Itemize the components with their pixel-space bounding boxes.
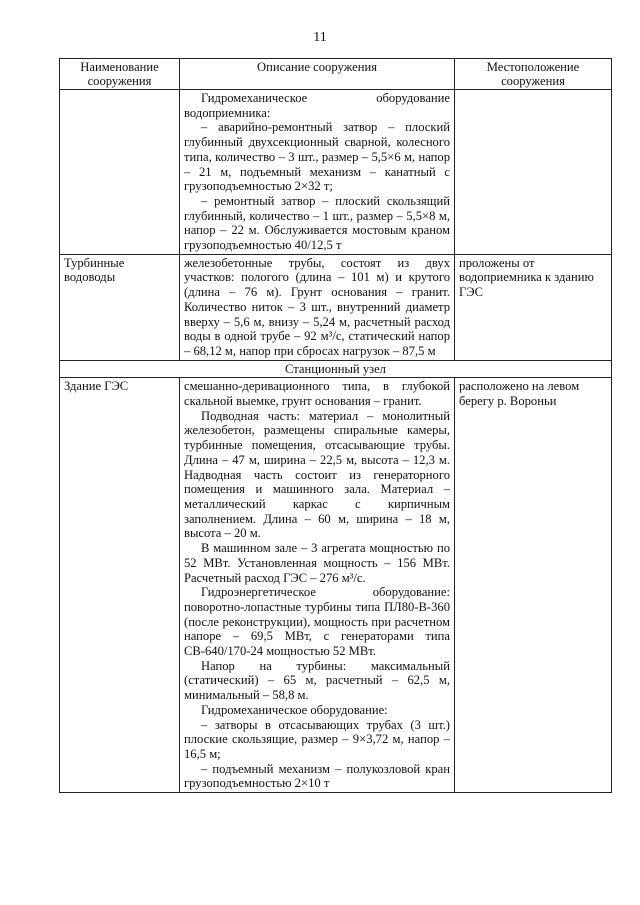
row1-description [180,90,455,255]
row2-description [180,254,455,360]
row1-paragraph: – аварийно-ремонтный затвор – плоский глубинный двухсекционный сварной, колесного типа, количество – 3 шт., размер – 5,5×6 м, напор – 21 м, подъемный механизм – канатный с грузоподъемностью 2×32 т; [184,120,450,194]
row2-location: проложены от водоприемника к зданию ГЭС [455,254,612,360]
structures-table [59,58,612,793]
row3-paragraph: В машинном зале – 3 агрегата мощностью по 52 МВт. Установленная мощность – 156 МВт. Расчетный расход ГЭС – 276 м³/с. [184,541,450,585]
row3-description [180,378,455,793]
row3-paragraph: Напор на турбины: максимальный (статический) – 65 м, расчетный – 62,5 м, минимальный – 58,8 м. [184,658,450,703]
row1-name [60,90,180,255]
table-row [60,90,612,255]
section-title: Станционный узел [60,360,612,378]
row3-paragraph: смешанно-деривационного типа, в глубокой скальной выемке, грунт основания – гранит. [184,379,450,409]
row1-location [455,90,612,255]
row3-paragraph: Гидромеханическое оборудование: [201,702,388,717]
header-name: Наименование сооружения [60,59,180,90]
table-row [60,254,612,360]
table-header-row [60,59,612,90]
row3-location: расположено на левом берегу р. Вороньи [455,378,612,793]
row3-paragraph: – подъемный механизм – полукозловой кран грузоподъемностью 2×10 т [184,761,450,791]
header-location: Местоположение сооружения [455,59,612,90]
section-row [60,360,612,378]
row3-paragraph: Подводная часть: материал – монолитный железобетон, размещены спиральные камеры, турбинные помещения, отсасывающие трубы. Длина – 47 м, ширина – 22,5 м, высота – 12,3 м. Надводная часть состоит из генераторного помещения и машинного зала. Материал – металлический каркас с кирпичным заполнением. Длина – 60 м, ширина – 18 м, высота – 20 м. [184,408,450,541]
row3-paragraph: – затворы в отсасывающих трубах (3 шт.) плоские скользящие, размер – 9×3,72 м, напор – 16,5 м; [184,717,450,761]
row1-paragraph: – ремонтный затвор – плоский скользящий глубинный, количество – 1 шт., размер – 5,5×8 м, напор – 22 м. Обслуживается мостовым краном грузоподъемностью 40/12,5 т [184,193,450,253]
row3-name: Здание ГЭС [60,378,180,793]
row3-paragraph: Гидроэнергетическое оборудование: поворотно-лопастные турбины типа ПЛ80-В-360 (после реконструкции), мощность при расчетном напоре – 69,5 МВт, с генераторами типа СВ-640/170-24 мощностью 52 МВт. [184,585,450,659]
header-description: Описание сооружения [180,59,455,90]
page-number: 11 [313,30,327,45]
row1-paragraph: Гидромеханическое оборудование водоприемника: [184,91,450,120]
table-row [60,378,612,793]
row2-name: Турбинные водоводы [60,254,180,360]
row2-paragraph: железобетонные трубы, состоят из двух участков: пологого (длина – 101 м) и крутого (длина – 76 м). Грунт основания – гранит. Количество ниток – 3 шт., внутренний диаметр вверху – 5,6 м, внизу – 5,24 м, расчетный расход воды в одной трубе – 92 м³/с, статический напор – 68,12 м, напор при сбросах нагрузок – 87,5 м [184,255,450,358]
